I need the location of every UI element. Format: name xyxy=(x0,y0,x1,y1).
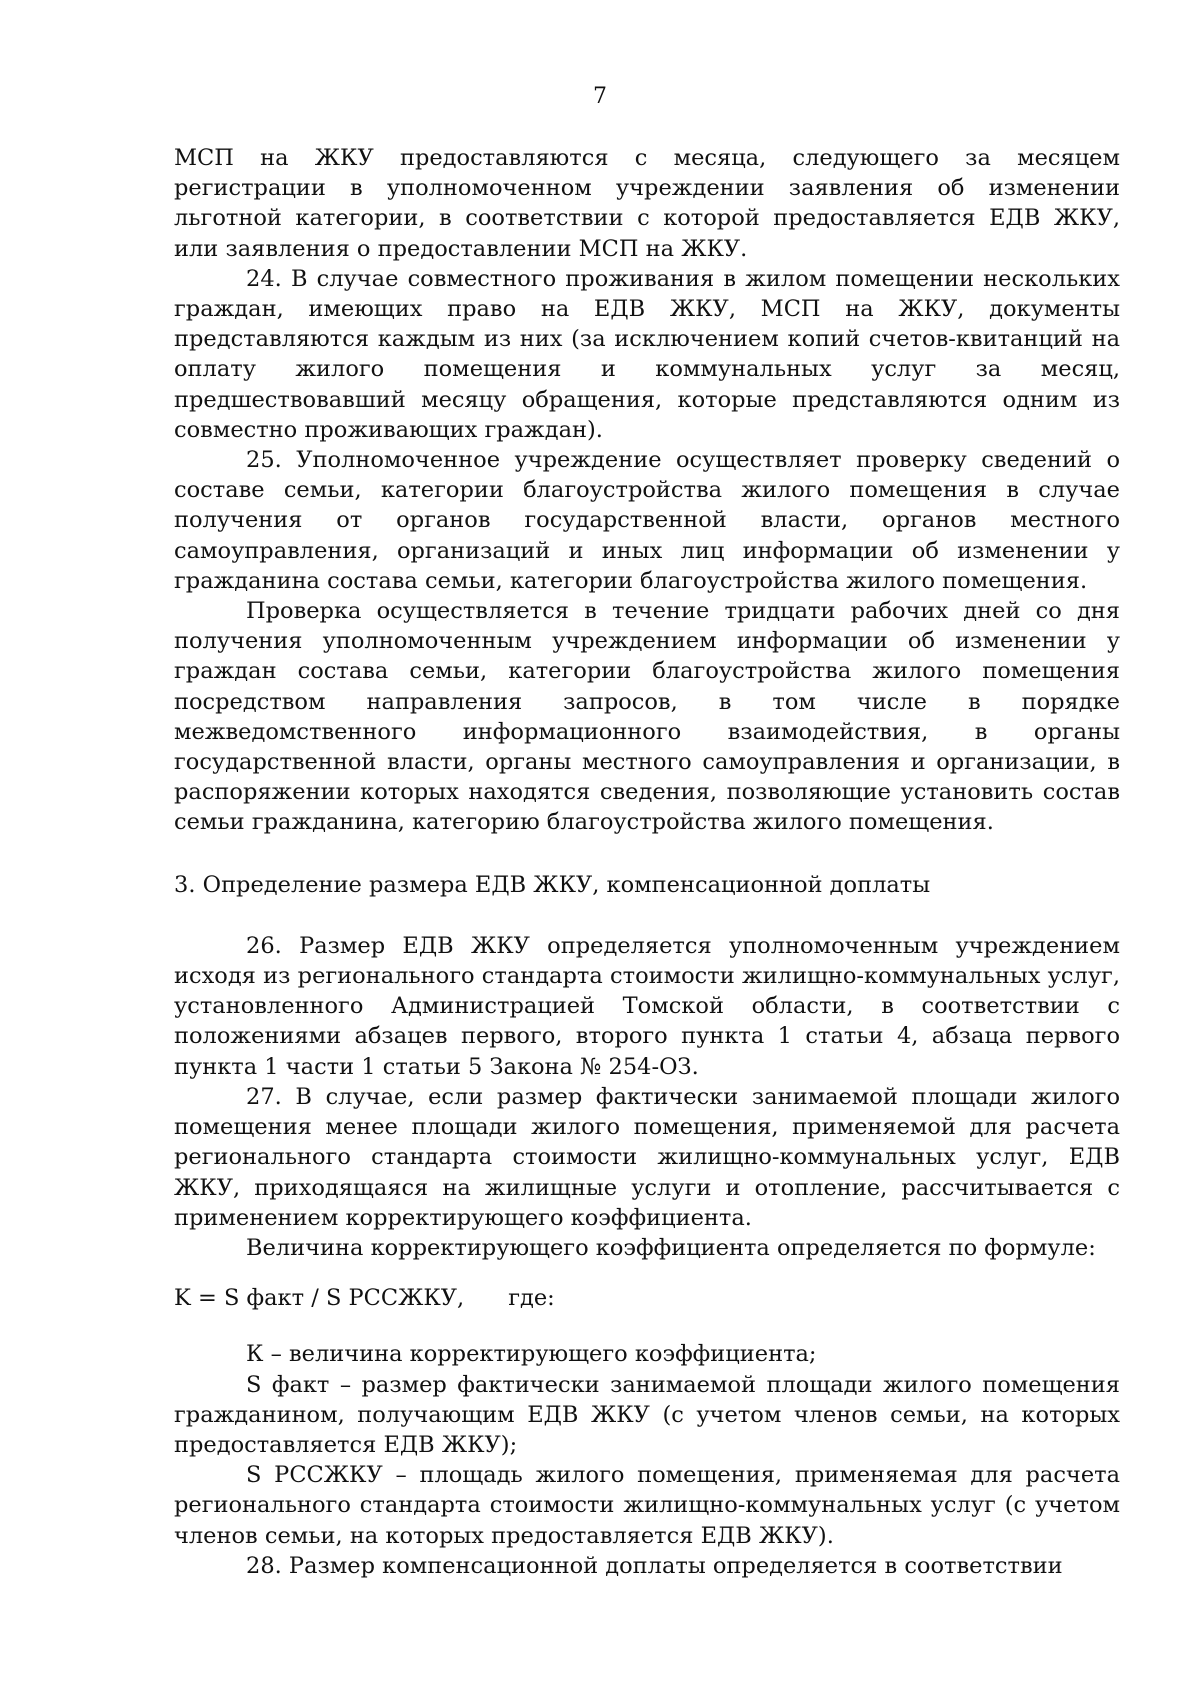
paragraph-25: 25. Уполномоченное учреждение осуществляет проверку сведений о составе семьи, категории благоустройства жилого помещения в случае получения от органов государственной власти, органов местного самоуправления, организаций и иных лиц информации об изменении у гражданина состава семьи, категории благоустройства жилого помещения. xyxy=(174,447,1120,594)
definition-k: К – величина корректирующего коэффициента; xyxy=(246,1341,817,1368)
section-heading: 3. Определение размера ЕДВ ЖКУ, компенсационной доплаты xyxy=(174,871,931,898)
formula-where: где: xyxy=(508,1285,555,1312)
paragraph-25-check: Проверка осуществляется в течение тридцати рабочих дней со дня получения уполномоченным учреждением информации об изменении у граждан состава семьи, категории благоустройства жилого помещения посредством направления запросов, в том числе в порядке межведомственного информационного взаимодействия, в органы государственной власти, органы местного самоуправления и организации, в распоряжении которых находятся сведения, позволяющие установить состав семьи гражданина, категорию благоустройства жилого помещения. xyxy=(174,598,1120,836)
paragraph-continuation: МСП на ЖКУ предоставляются с месяца, следующего за месяцем регистрации в уполномоченном учреждении заявления об изменении льготной категории, в соответствии с которой предоставляется ЕДВ ЖКУ, или заявления о предоставлении МСП на ЖКУ. xyxy=(174,145,1120,262)
paragraph-formula-intro: Величина корректирующего коэффициента определяется по формуле: xyxy=(246,1234,1096,1261)
formula xyxy=(174,1263,1120,1339)
page-number: 7 xyxy=(593,84,607,109)
paragraph-28: 28. Размер компенсационной доплаты определяется в соответствии xyxy=(246,1552,1063,1579)
document-body xyxy=(174,143,1120,1581)
definition-s-rssjku: S РССЖКУ – площадь жилого помещения, применяемая для расчета регионального стандарта стоимости жилищно-коммунальных услуг (с учетом членов семьи, на которых предоставляется ЕДВ ЖКУ). xyxy=(174,1462,1120,1549)
paragraph-26: 26. Размер ЕДВ ЖКУ определяется уполномоченным учреждением исходя из регионального стандарта стоимости жилищно-коммунальных услуг, установленного Администрацией Томской области, в соответствии с положениями абзацев первого, второго пункта 1 статьи 4, абзаца первого пункта 1 части 1 статьи 5 Закона № 254-ОЗ. xyxy=(174,932,1120,1080)
paragraph-24: 24. В случае совместного проживания в жилом помещении нескольких граждан, имеющих право на ЕДВ ЖКУ, МСП на ЖКУ, документы представляются каждым из них (за исключением копий счетов-квитанций на оплату жилого помещения и коммунальных услуг за месяц, предшествовавший месяцу обращения, которые представляются одним из совместно проживающих граждан). xyxy=(174,265,1120,443)
paragraph-27: 27. В случае, если размер фактически занимаемой площади жилого помещения менее площади жилого помещения, применяемой для расчета регионального стандарта стоимости жилищно-коммунальных услуг, ЕДВ ЖКУ, приходящаяся на жилищные услуги и отопление, рассчитывается с применением корректирующего коэффициента. xyxy=(174,1083,1120,1231)
definition-s-fact: S факт – размер фактически занимаемой площади жилого помещения гражданином, получающим ЕДВ ЖКУ (с учетом членов семьи, на которых предоставляется ЕДВ ЖКУ); xyxy=(174,1371,1120,1458)
formula-expression: K = S факт / S РССЖКУ, xyxy=(174,1285,465,1312)
